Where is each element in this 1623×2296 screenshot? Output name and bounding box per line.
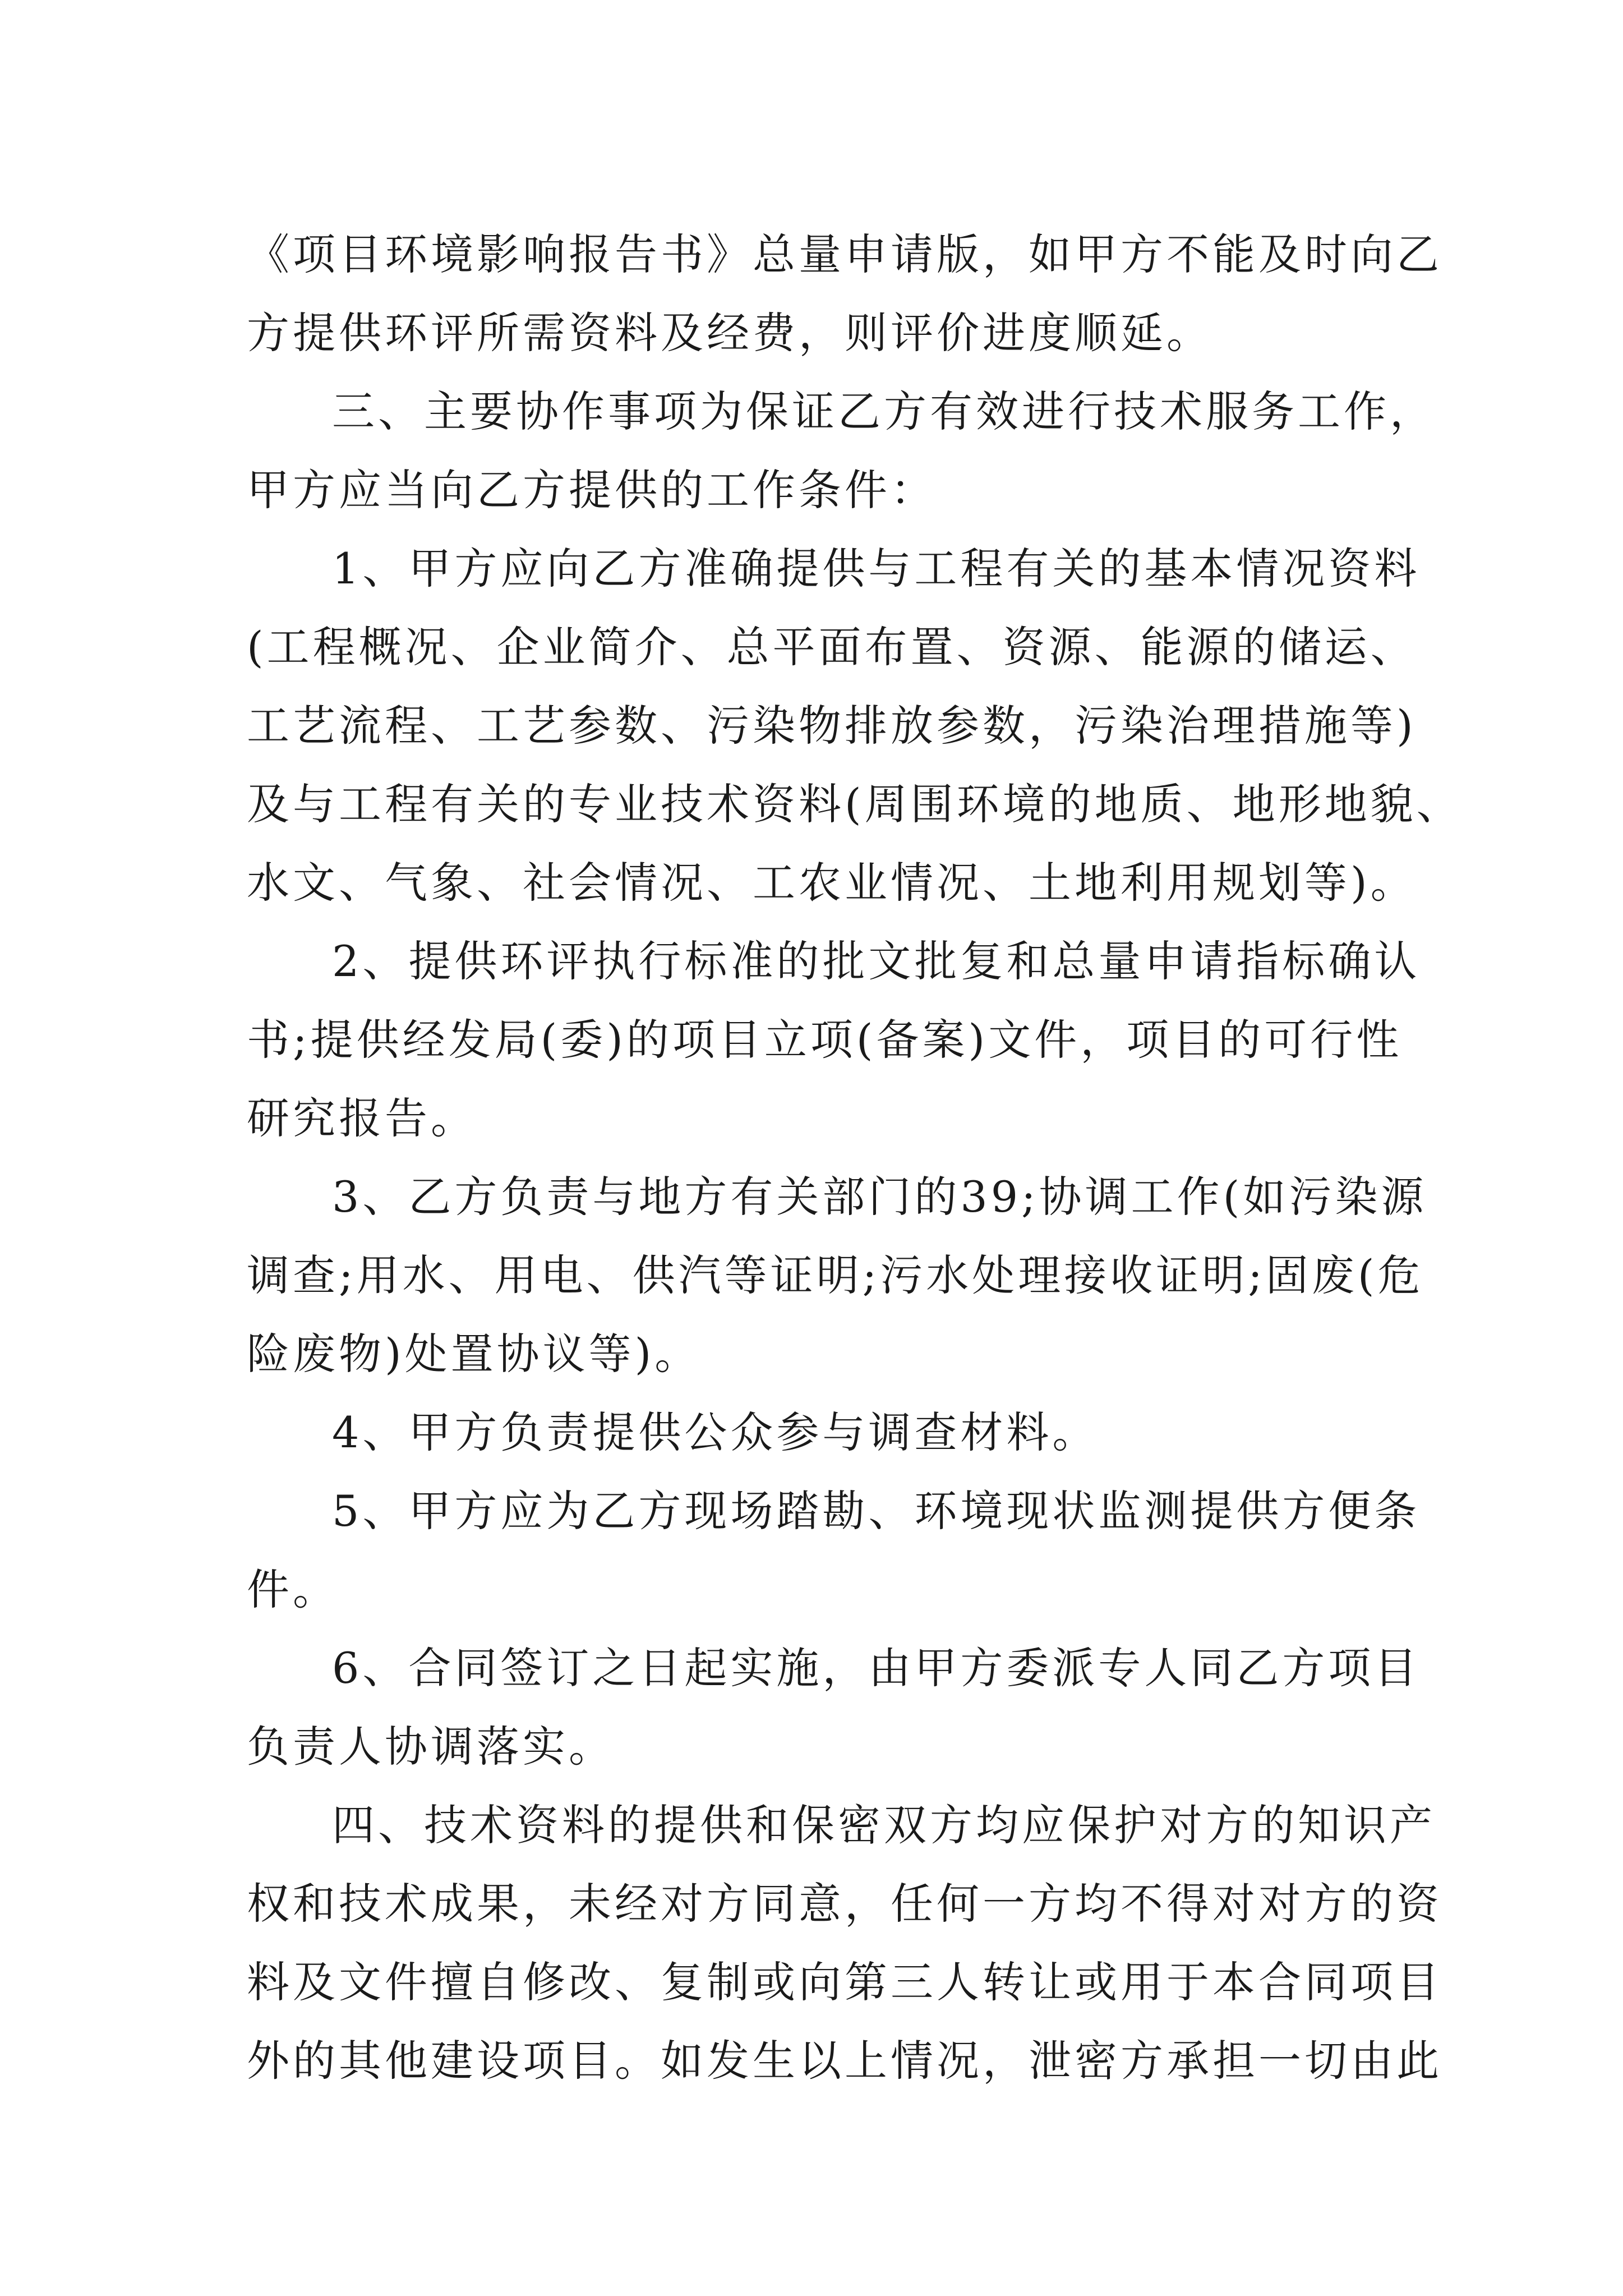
list-item-1: 1、甲方应向乙方准确提供与工程有关的基本情况资料 bbox=[332, 544, 1421, 593]
text-line: 甲方应当向乙方提供的工作条件： bbox=[247, 465, 937, 515]
text-line: 权和技术成果，未经对方同意，任何一方均不得对对方的资 bbox=[247, 1879, 1442, 1929]
section-heading-3: 三、主要协作事项为保证乙方有效进行技术服务工作， bbox=[332, 386, 1436, 436]
list-item-3: 3、乙方负责与地方有关部门的39;协调工作(如污染源 bbox=[332, 1172, 1427, 1222]
text-line: 书;提供经发局(委)的项目立项(备案)文件，项目的可行性 bbox=[247, 1015, 1403, 1065]
text-line: 负责人协调落实。 bbox=[247, 1722, 615, 1772]
text-line: 研究报告。 bbox=[247, 1093, 477, 1143]
list-item-2: 2、提供环评执行标准的批文批复和总量申请指标确认 bbox=[332, 936, 1421, 986]
text-line: 工艺流程、工艺参数、污染物排放参数，污染治理措施等) bbox=[247, 701, 1417, 751]
text-line: 调查;用水、用电、供汽等证明;污水处理接收证明;固废(危 bbox=[247, 1250, 1424, 1300]
text-line: 方提供环评所需资料及经费，则评价进度顺延。 bbox=[247, 308, 1212, 358]
section-heading-4: 四、技术资料的提供和保密双方均应保护对方的知识产 bbox=[332, 1800, 1436, 1850]
text-line: 及与工程有关的专业技术资料(周围环境的地质、地形地貌、 bbox=[247, 779, 1463, 829]
text-line: 料及文件擅自修改、复制或向第三人转让或用于本合同项目 bbox=[247, 1957, 1442, 2007]
document-body bbox=[247, 215, 1463, 2100]
text-line: 险废物)处置协议等)。 bbox=[247, 1329, 701, 1379]
list-item-5: 5、甲方应为乙方现场踏勘、环境现状监测提供方便条 bbox=[332, 1486, 1421, 1536]
text-line: 水文、气象、社会情况、工农业情况、土地利用规划等)。 bbox=[247, 858, 1417, 908]
text-line: 《项目环境影响报告书》总量申请版，如甲方不能及时向乙 bbox=[247, 229, 1442, 279]
list-item-6: 6、合同签订之日起实施，由甲方委派专人同乙方项目 bbox=[332, 1643, 1421, 1693]
text-line: 件。 bbox=[247, 1565, 339, 1614]
text-line: (工程概况、企业简介、总平面布置、资源、能源的储运、 bbox=[247, 622, 1417, 672]
text-line: 外的其他建设项目。如发生以上情况，泄密方承担一切由此 bbox=[247, 2036, 1442, 2086]
list-item-4: 4、甲方负责提供公众参与调查材料。 bbox=[332, 1407, 1099, 1457]
